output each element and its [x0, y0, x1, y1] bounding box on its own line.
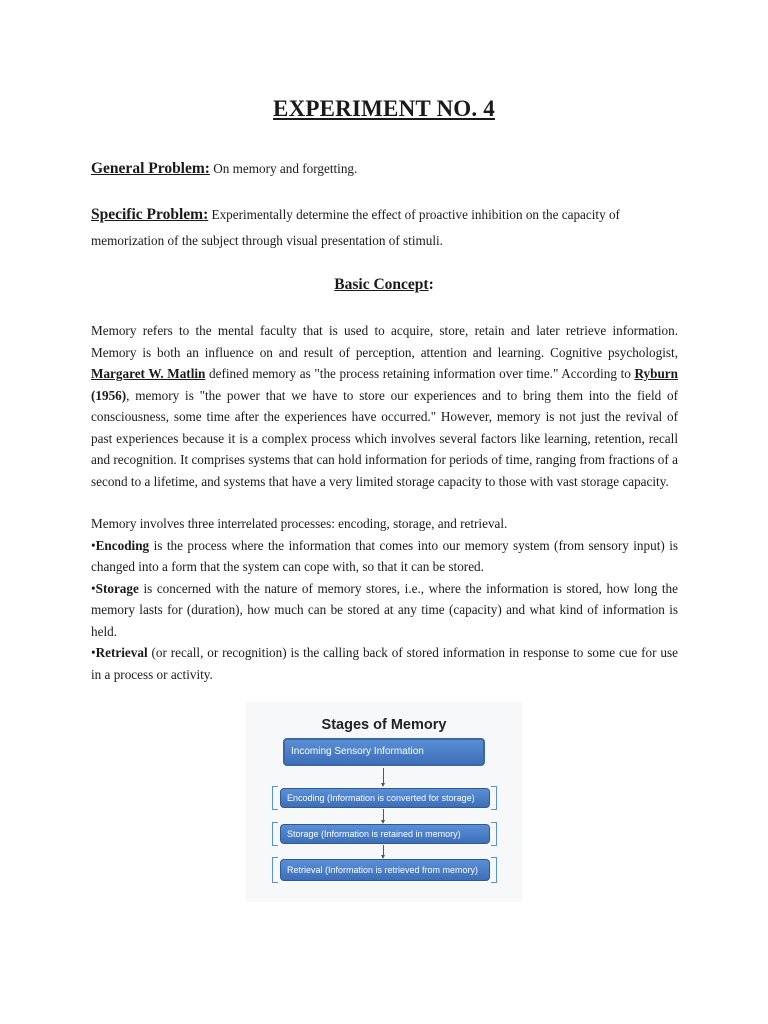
arrow-down-icon	[383, 768, 384, 784]
stages-of-memory-diagram	[246, 702, 522, 902]
stage-incoming-sensory: Incoming Sensory Information	[283, 738, 485, 766]
encoding-text: is the process where the information that comes into our memory system (from sensory input) is changed into a form that the system can cope with, so that it can be stored.	[91, 537, 678, 574]
processes-intro: Memory involves three interrelated processes: encoding, storage, and retrieval.	[91, 516, 508, 531]
list-item-encoding	[91, 535, 678, 578]
citation-matlin: Margaret W. Matlin	[91, 366, 206, 381]
specific-problem-label: Specific Problem:	[91, 206, 209, 223]
stage-encoding: Encoding (Information is converted for storage)	[280, 788, 490, 808]
para1-part1: Memory refers to the mental faculty that is used to acquire, store, retain and later retrieve information. Memory is both an influence on and result of perception, attention and learning. Cognitive psychologist,	[91, 323, 678, 360]
storage-text: is concerned with the nature of memory stores, i.e., where the information is stored, how long the memory lasts for (duration), how much can be stored at any time (capacity) and what kind of information is held.	[91, 580, 678, 639]
experiment-title: EXPERIMENT NO. 4	[273, 96, 495, 121]
citation-ryburn: Ryburn	[634, 366, 678, 381]
bracket-left	[272, 822, 278, 846]
bullet: •	[91, 580, 96, 596]
para1-part3: , memory is "the power that we have to store our experiences and to bring them into the field of consciousness, some time after the experiences have occurred." However, memory is not just the revival of past experiences because it is a complex process which involves several factors like learning, retention, recall and recognition. It comprises systems that can hold information for periods of time, ranging from fractions of a second to a lifetime, and systems that have a very limited storage capacity to those with vast storage capacity.	[91, 387, 678, 489]
arrow-down-icon	[383, 809, 384, 821]
specific-problem-text-1: Experimentally determine the effect of proactive inhibition on the capacity of	[208, 207, 620, 222]
basic-concept-label: Basic Concept	[334, 276, 429, 293]
bracket-right	[491, 857, 497, 883]
term-storage: Storage	[95, 580, 139, 596]
term-encoding: Encoding	[95, 537, 150, 553]
basic-concept-colon: :	[428, 276, 434, 293]
bracket-right	[491, 822, 497, 846]
specific-problem-line2: memorization of the subject through visual presentation of stimuli.	[91, 233, 443, 248]
arrow-down-icon	[383, 845, 384, 856]
general-problem-label: General Problem:	[91, 160, 210, 177]
stage-retrieval: Retrieval (Information is retrieved from memory)	[280, 859, 490, 881]
list-item-retrieval	[91, 642, 678, 685]
para1-part2: defined memory as "the process retaining information over time." According to	[205, 366, 635, 381]
citation-ryburn-year: (1956)	[91, 387, 127, 403]
diagram-title: Stages of Memory	[321, 717, 447, 733]
general-problem	[91, 158, 678, 180]
bracket-right	[491, 786, 497, 810]
bracket-left	[272, 786, 278, 810]
list-item-storage	[91, 578, 678, 643]
term-retrieval: Retrieval	[95, 645, 148, 660]
specific-problem-line1	[91, 204, 678, 226]
bullet: •	[91, 645, 96, 660]
bullet: •	[91, 537, 96, 553]
paragraph-memory-definition	[91, 320, 678, 492]
basic-concept-heading	[0, 276, 768, 294]
general-problem-text: On memory and forgetting.	[209, 161, 358, 176]
retrieval-text: (or recall, or recognition) is the calling back of stored information in response to some cue for use in a process or activity.	[91, 645, 678, 682]
bracket-left	[272, 857, 278, 883]
stage-storage: Storage (Information is retained in memory)	[280, 824, 490, 844]
paragraph-memory-processes	[91, 513, 678, 685]
